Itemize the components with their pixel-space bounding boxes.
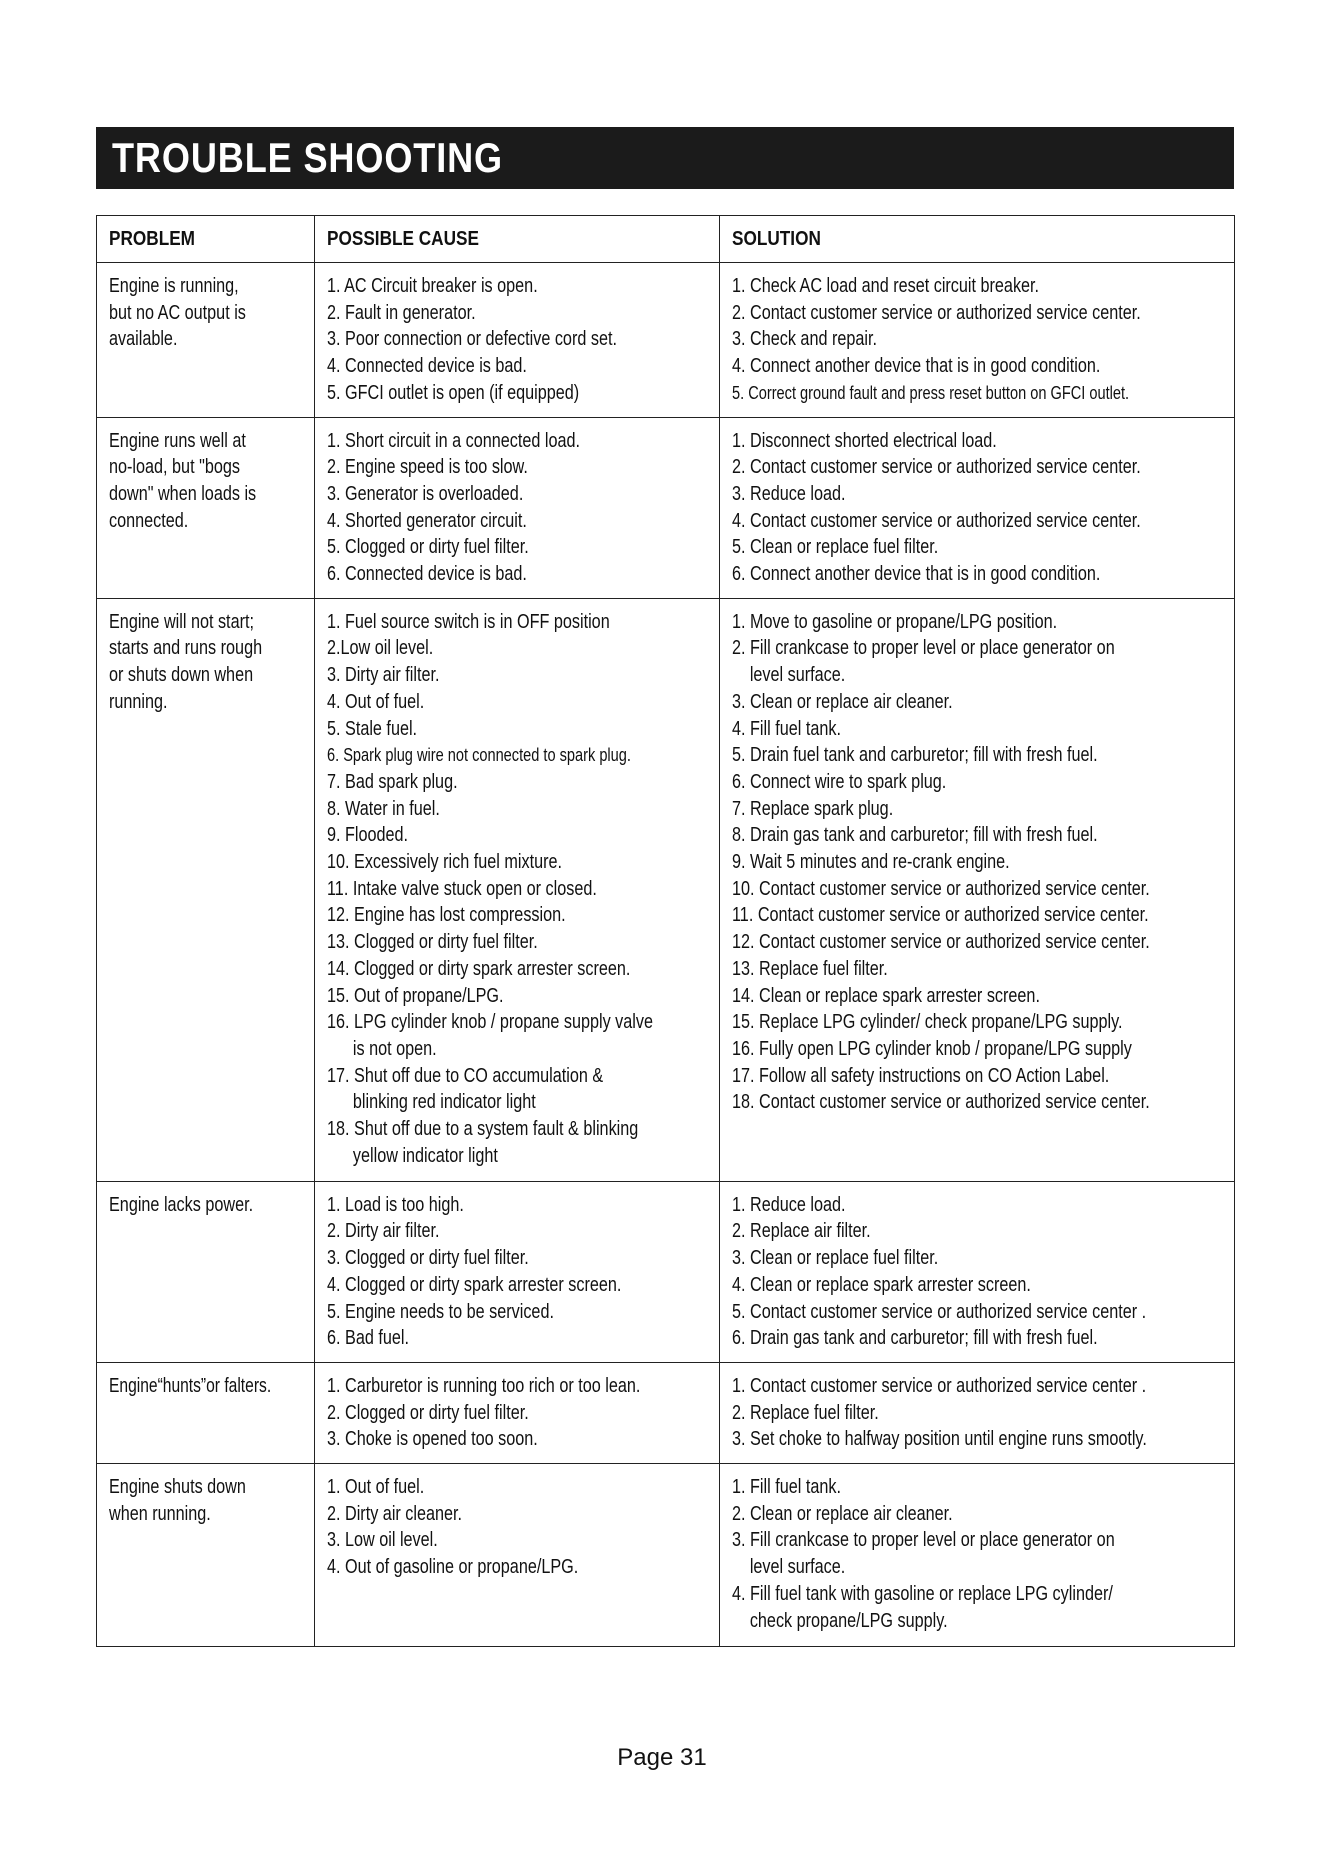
solution-line: 3. Set choke to halfway position until engine runs smootly. — [732, 1428, 1147, 1451]
solution-line: 6. Drain gas tank and carburetor; fill with fresh fuel. — [732, 1327, 1098, 1350]
solution-header: SOLUTION — [720, 216, 1235, 263]
solution-cell — [720, 1362, 1235, 1463]
solution-line: 8. Drain gas tank and carburetor; fill with fresh fuel. — [732, 824, 1098, 847]
cause-line: 1. Load is too high. — [327, 1193, 464, 1216]
problem-line: when running. — [109, 1502, 211, 1525]
solution-line: 5. Correct ground fault and press reset button on GFCI outlet. — [732, 382, 1130, 403]
cause-line: 3. Dirty air filter. — [327, 664, 440, 687]
solution-line: 4. Fill fuel tank with gasoline or replace LPG cylinder/ — [732, 1582, 1113, 1605]
solution-line: check propane/LPG supply. — [749, 1609, 948, 1632]
problem-line: Engine will not start; — [109, 610, 254, 633]
solution-line: 3. Reduce load. — [732, 482, 846, 505]
problem-cell — [97, 417, 315, 598]
cause-line: 1. Carburetor is running too rich or too lean. — [327, 1374, 641, 1397]
problem-cell — [97, 1464, 315, 1647]
problem-line: starts and runs rough — [109, 637, 263, 660]
cause-line: yellow indicator light — [352, 1144, 498, 1167]
solution-line: 13. Replace fuel filter. — [732, 957, 888, 980]
table-row — [97, 1464, 1235, 1647]
solution-line: 10. Contact customer service or authorized service center. — [732, 877, 1150, 900]
problem-line: available. — [109, 328, 178, 351]
cause-line: 3. Choke is opened too soon. — [327, 1428, 538, 1451]
solution-cell — [720, 1464, 1235, 1647]
cause-line: 5. GFCI outlet is open (if equipped) — [327, 381, 580, 404]
cause-line: 14. Clogged or dirty spark arrester screen. — [327, 957, 631, 980]
cause-line: 2.Low oil level. — [327, 637, 434, 660]
cause-line: 4. Clogged or dirty spark arrester screen. — [327, 1273, 622, 1296]
solution-line: 11. Contact customer service or authorized service center. — [732, 904, 1149, 927]
cause-cell — [315, 263, 720, 418]
cause-line: 5. Stale fuel. — [327, 717, 418, 740]
cause-line: 10. Excessively rich fuel mixture. — [327, 851, 562, 874]
cause-line: 5. Engine needs to be serviced. — [327, 1300, 554, 1323]
solution-line: 2. Replace air filter. — [732, 1220, 871, 1243]
problem-line: no-load, but "bogs — [109, 456, 240, 479]
solution-line: 2. Contact customer service or authorized service center. — [732, 456, 1141, 479]
table-row — [97, 1181, 1235, 1362]
solution-line: 4. Contact customer service or authorized service center. — [732, 509, 1141, 532]
cause-line: 15. Out of propane/LPG. — [327, 984, 504, 1007]
solution-line: 1. Reduce load. — [732, 1193, 846, 1216]
solution-line: 2. Fill crankcase to proper level or place generator on — [732, 637, 1115, 660]
cause-line: 18. Shut off due to a system fault & blinking — [327, 1118, 639, 1141]
solution-line: level surface. — [749, 664, 846, 687]
problem-line: Engine is running, — [109, 275, 239, 297]
cause-line: 2. Fault in generator. — [327, 301, 476, 324]
cause-line: 5. Clogged or dirty fuel filter. — [327, 536, 529, 559]
problem-line: running. — [109, 690, 168, 713]
cause-line: 6. Bad fuel. — [327, 1327, 409, 1350]
troubleshooting-table — [96, 215, 1235, 1647]
solution-line: 14. Clean or replace spark arrester screen. — [732, 984, 1040, 1007]
cause-line: blinking red indicator light — [352, 1091, 536, 1114]
cause-line: is not open. — [352, 1037, 437, 1060]
cause-cell — [315, 1181, 720, 1362]
cause-line: 4. Shorted generator circuit. — [327, 509, 527, 532]
cause-line: 1. Short circuit in a connected load. — [327, 429, 581, 452]
solution-line: 9. Wait 5 minutes and re-crank engine. — [732, 851, 1010, 874]
cause-line: 1. Out of fuel. — [327, 1476, 425, 1499]
cause-line: 16. LPG cylinder knob / propane supply valve — [327, 1011, 653, 1034]
solution-line: 5. Drain fuel tank and carburetor; fill with fresh fuel. — [732, 744, 1098, 767]
page-number: Page 31 — [617, 1744, 707, 1771]
solution-line: 3. Fill crankcase to proper level or place generator on — [732, 1529, 1115, 1552]
solution-cell — [720, 417, 1235, 598]
cause-cell — [315, 598, 720, 1181]
cause-cell — [315, 1464, 720, 1647]
solution-line: 1. Disconnect shorted electrical load. — [732, 429, 997, 452]
cause-line: 4. Connected device is bad. — [327, 355, 527, 378]
cause-line: 13. Clogged or dirty fuel filter. — [327, 931, 538, 954]
cause-line: 1. AC Circuit breaker is open. — [327, 275, 538, 297]
cause-line: 12. Engine has lost compression. — [327, 904, 566, 927]
solution-line: 3. Clean or replace air cleaner. — [732, 690, 953, 713]
solution-line: 2. Contact customer service or authorized service center. — [732, 301, 1141, 324]
solution-line: 1. Contact customer service or authorized service center . — [732, 1374, 1147, 1397]
problem-line: or shuts down when — [109, 664, 254, 687]
solution-line: 5. Clean or replace fuel filter. — [732, 536, 939, 559]
solution-line: 6. Connect wire to spark plug. — [732, 770, 947, 793]
cause-line: 2. Dirty air filter. — [327, 1220, 440, 1243]
table-row — [97, 598, 1235, 1181]
solution-line: 18. Contact customer service or authorized service center. — [732, 1091, 1150, 1114]
problem-line: Engine“hunts”or falters. — [109, 1374, 272, 1397]
cause-line: 3. Clogged or dirty fuel filter. — [327, 1247, 529, 1270]
solution-line: 2. Clean or replace air cleaner. — [732, 1502, 953, 1525]
solution-line: 12. Contact customer service or authorized service center. — [732, 931, 1150, 954]
cause-line: 9. Flooded. — [327, 824, 409, 847]
cause-header: POSSIBLE CAUSE — [315, 216, 720, 263]
solution-line: 1. Check AC load and reset circuit breaker. — [732, 275, 1040, 297]
solution-line: 1. Move to gasoline or propane/LPG position. — [732, 610, 1058, 633]
problem-cell — [97, 1181, 315, 1362]
cause-line: 2. Clogged or dirty fuel filter. — [327, 1401, 529, 1424]
solution-line: 5. Contact customer service or authorized service center . — [732, 1300, 1147, 1323]
table-row — [97, 1362, 1235, 1463]
solution-line: 7. Replace spark plug. — [732, 797, 894, 820]
solution-cell — [720, 263, 1235, 418]
table-row — [97, 417, 1235, 598]
cause-line: 2. Engine speed is too slow. — [327, 456, 528, 479]
problem-line: connected. — [109, 509, 189, 532]
solution-line: 6. Connect another device that is in good condition. — [732, 563, 1101, 586]
solution-line: 16. Fully open LPG cylinder knob / propane/LPG supply — [732, 1037, 1132, 1060]
problem-line: but no AC output is — [109, 301, 246, 324]
solution-line: 1. Fill fuel tank. — [732, 1476, 841, 1499]
solution-line: 2. Replace fuel filter. — [732, 1401, 879, 1424]
problem-line: down" when loads is — [109, 482, 257, 505]
cause-line: 4. Out of gasoline or propane/LPG. — [327, 1556, 579, 1579]
cause-line: 17. Shut off due to CO accumulation & — [327, 1064, 604, 1087]
cause-cell — [315, 1362, 720, 1463]
cause-cell — [315, 417, 720, 598]
solution-line: 3. Clean or replace fuel filter. — [732, 1247, 939, 1270]
cause-line: 3. Generator is overloaded. — [327, 482, 524, 505]
cause-line: 8. Water in fuel. — [327, 797, 440, 820]
problem-line: Engine shuts down — [109, 1476, 246, 1499]
solution-line: 3. Check and repair. — [732, 328, 877, 351]
cause-line: 7. Bad spark plug. — [327, 770, 458, 793]
solution-line: 4. Connect another device that is in good condition. — [732, 355, 1101, 378]
cause-line: 1. Fuel source switch is in OFF position — [327, 610, 610, 633]
solution-cell — [720, 1181, 1235, 1362]
title-bar — [96, 127, 1234, 189]
cause-line: 3. Low oil level. — [327, 1529, 438, 1552]
solution-line: 4. Clean or replace spark arrester screen. — [732, 1273, 1031, 1296]
header-row — [97, 216, 1235, 263]
table-row — [97, 263, 1235, 418]
problem-header: PROBLEM — [97, 216, 315, 263]
cause-line: 6. Connected device is bad. — [327, 563, 527, 586]
solution-line: 4. Fill fuel tank. — [732, 717, 841, 740]
cause-line: 3. Poor connection or defective cord set. — [327, 328, 617, 351]
solution-line: 17. Follow all safety instructions on CO Action Label. — [732, 1064, 1110, 1087]
page-title: TROUBLE SHOOTING — [112, 134, 504, 181]
solution-line: 15. Replace LPG cylinder/ check propane/LPG supply. — [732, 1011, 1123, 1034]
cause-line: 11. Intake valve stuck open or closed. — [327, 877, 597, 900]
cause-line: 4. Out of fuel. — [327, 690, 425, 713]
solution-line: level surface. — [749, 1556, 846, 1579]
cause-line: 6. Spark plug wire not connected to spark plug. — [327, 745, 631, 766]
solution-cell — [720, 598, 1235, 1181]
problem-line: Engine runs well at — [109, 429, 246, 452]
problem-cell — [97, 263, 315, 418]
problem-line: Engine lacks power. — [109, 1193, 254, 1216]
problem-cell — [97, 598, 315, 1181]
cause-line: 2. Dirty air cleaner. — [327, 1502, 463, 1525]
problem-cell — [97, 1362, 315, 1463]
